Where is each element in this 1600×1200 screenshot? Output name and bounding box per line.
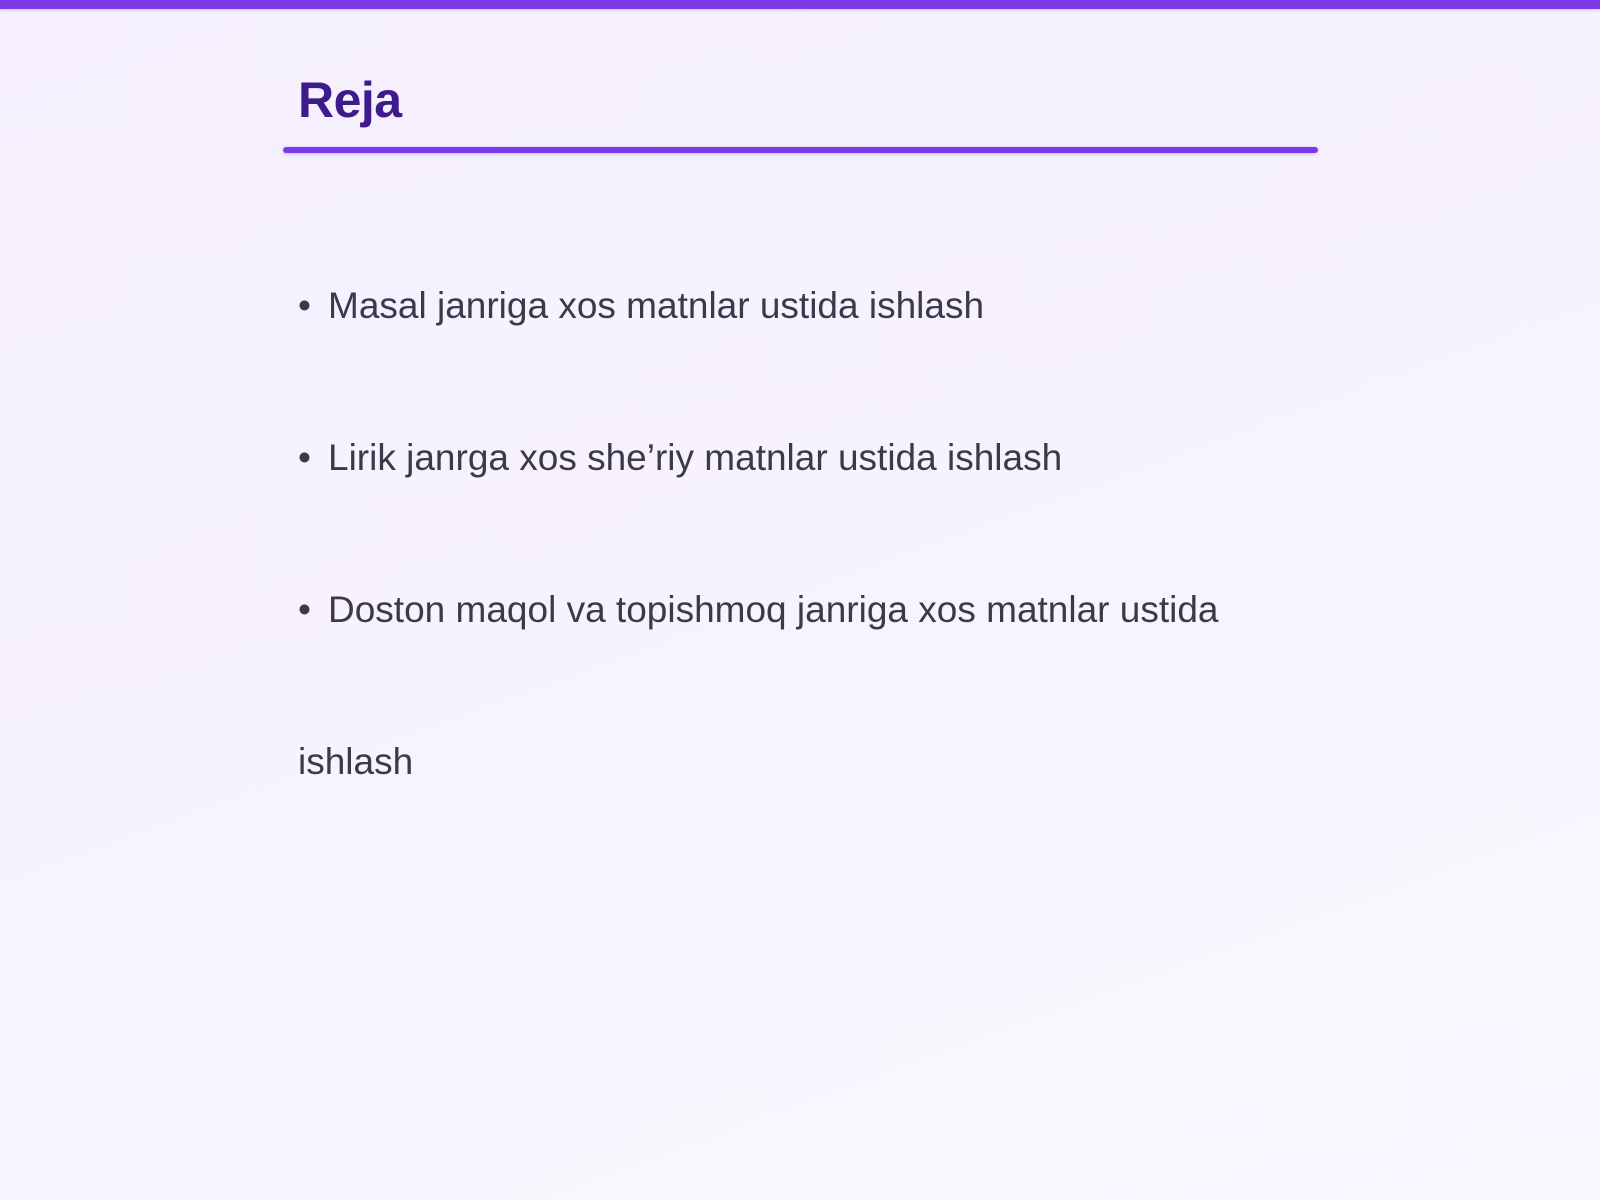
plan-item-masal	[298, 276, 1219, 428]
plan-item-text: Masal janriga xos matnlar ustida ishlash	[328, 285, 985, 326]
plan-list	[298, 276, 1219, 732]
plan-item-continuation: ishlash	[298, 741, 414, 782]
bullet-icon: •	[298, 285, 311, 326]
plan-item-lirik	[298, 428, 1219, 580]
bullet-icon: •	[298, 437, 311, 478]
slide-content	[283, 0, 1318, 1200]
slide-title: Reja	[298, 72, 402, 128]
plan-item-doston	[298, 580, 1219, 732]
plan-item-text: Lirik janrga xos she’riy matnlar ustida ishlash	[328, 437, 1063, 478]
bullet-icon: •	[298, 589, 311, 630]
plan-item-text: Doston maqol va topishmoq janriga xos matnlar ustida	[328, 589, 1219, 630]
title-underline	[283, 147, 1318, 153]
